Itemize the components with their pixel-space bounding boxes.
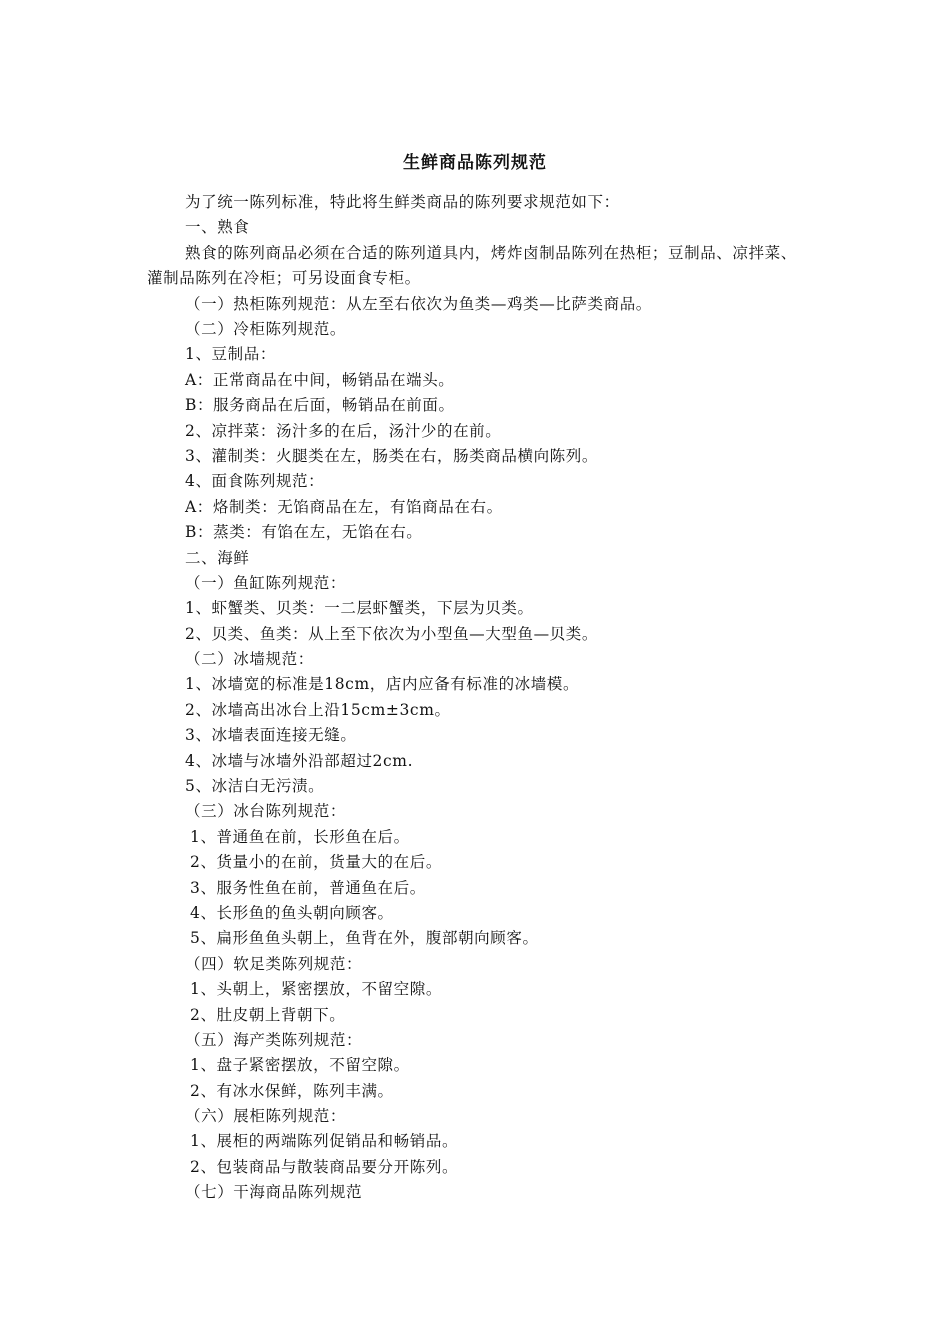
list-item: 2、包装商品与散装商品要分开陈列。 <box>190 1157 459 1176</box>
list-item: 1、豆制品： <box>185 345 276 364</box>
list-item: B：蒸类：有馅在左，无馅在右。 <box>185 523 423 542</box>
subsection-heading: （六）展柜陈列规范： <box>185 1107 347 1126</box>
list-item: 3、服务性鱼在前，普通鱼在后。 <box>190 878 426 897</box>
list-item: 1、冰墙宽的标准是18cm，店内应备有标准的冰墙模。 <box>185 675 580 694</box>
subsection-heading: （三）冰台陈列规范： <box>185 802 347 821</box>
subsection-heading: （二）冰墙规范： <box>185 650 314 669</box>
list-item: 2、有冰水保鲜，陈列丰满。 <box>190 1081 394 1100</box>
list-item: 4、冰墙与冰墙外沿部超过2cm. <box>185 751 414 770</box>
section-heading-seafood: 二、海鲜 <box>185 548 250 567</box>
cooked-food-paragraph: 熟食的陈列商品必须在合适的陈列道具内，烤炸卤制品陈列在热柜；豆制品、凉拌菜、灌制品陈列在冷柜；可另设面食专柜。 <box>147 243 797 288</box>
list-item: 4、长形鱼的鱼头朝向顾客。 <box>190 903 394 922</box>
list-item: 2、冰墙高出冰台上沿15cm±3cm。 <box>185 700 451 719</box>
list-item: 5、扁形鱼鱼头朝上，鱼背在外，腹部朝向顾客。 <box>190 929 539 948</box>
list-item: 2、肚皮朝上背朝下。 <box>190 1005 346 1024</box>
list-item: 1、盘子紧密摆放，不留空隙。 <box>190 1056 410 1075</box>
document-title: 生鲜商品陈列规范 <box>403 153 547 173</box>
subsection-heading: （一）鱼缸陈列规范： <box>185 573 347 592</box>
section-heading-cooked-food: 一、熟食 <box>185 218 250 237</box>
list-item: A：烙制类：无馅商品在左，有馅商品在右。 <box>185 497 503 516</box>
list-item: B：服务商品在后面，畅销品在前面。 <box>185 396 455 415</box>
list-item: 2、货量小的在前，货量大的在后。 <box>190 853 442 872</box>
list-item: 5、冰洁白无污渍。 <box>185 777 325 796</box>
subsection-heading: （一）热柜陈列规范：从左至右依次为鱼类—鸡类—比萨类商品。 <box>185 294 652 313</box>
list-item: 1、虾蟹类、贝类：一二层虾蟹类，下层为贝类。 <box>185 599 534 618</box>
intro-paragraph: 为了统一陈列标准，特此将生鲜类商品的陈列要求规范如下： <box>185 193 620 211</box>
list-item: A：正常商品在中间，畅销品在端头。 <box>185 370 455 389</box>
list-item: 1、普通鱼在前，长形鱼在后。 <box>190 827 410 846</box>
subsection-heading: （四）软足类陈列规范： <box>185 954 363 973</box>
list-item: 2、贝类、鱼类：从上至下依次为小型鱼—大型鱼—贝类。 <box>185 624 598 643</box>
list-item: 1、展柜的两端陈列促销品和畅销品。 <box>190 1132 459 1151</box>
document-body <box>147 190 807 1206</box>
subsection-heading: （七）干海商品陈列规范 <box>185 1183 363 1202</box>
list-item: 1、头朝上，紧密摆放，不留空隙。 <box>190 980 442 999</box>
list-item: 3、冰墙表面连接无缝。 <box>185 726 357 745</box>
subsection-heading: （五）海产类陈列规范： <box>185 1030 363 1049</box>
subsection-heading: （二）冷柜陈列规范。 <box>185 319 347 338</box>
list-item: 2、凉拌菜：汤汁多的在后，汤汁少的在前。 <box>185 421 502 440</box>
list-item: 3、灌制类：火腿类在左，肠类在右，肠类商品横向陈列。 <box>185 446 598 465</box>
list-item: 4、面食陈列规范： <box>185 472 325 491</box>
